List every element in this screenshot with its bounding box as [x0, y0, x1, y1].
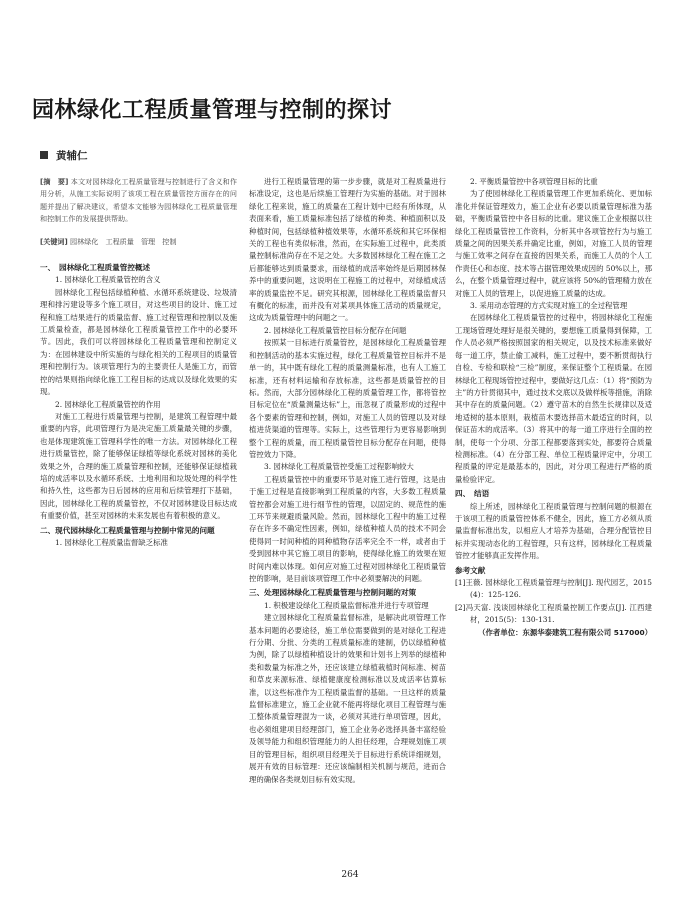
author-affiliation: （作者单位：东源华泰建筑工程有限公司 517000）: [478, 627, 652, 637]
subsection-heading: 3. 采用动态管理的方式实现对施工的全过程管理: [470, 301, 628, 311]
column-2: [249, 176, 446, 786]
paragraph: 按照某一目标进行质量管控，是园林绿化工程质量管理和控制活动的基本实施过程，绿化工程质量管控目标并不是单一的，其中既有绿化工程的质量测量标准，也有人工施工标准，还有材料运输和存放标准，这些都是质量管控的目标。然而，大部分园林绿化工程的质量管理工作，都将管控目标定位在“质量测量达标”上，而忽视了质量形成的过程中各个要素的管理和控制，例如，对施工人员的管理以及对绿植进货渠道的管理等。实际上，这些管理行为更容易影响到整个工程的质量，而工程质量管控目标分配存在问题，使得管控效力下降。: [249, 338, 446, 459]
section-heading: 四、 结语: [455, 489, 490, 499]
paragraph: 对施工工程进行质量管理与控制，是建筑工程管理中最重要的内容，此项管理行为是决定施工质量最关键的步骤，也是体现建筑施工管理科学性的唯一方法。对园林绿化工程进行质量管控，除了能够保证绿植等绿化系统对园林的美化效果之外，合理的施工质量管理和控制，还能够保证绿植栽培的成活率以及水循环系统、土地利用和垃圾处理的科学性和持久性，这些都为日后园林的应用和后续管理打下基础，因此，园林绿化工程的质量管控，不仅对园林建设目标达成有重要价值，甚至对园林的未来发展也有着积极的意义。: [40, 411, 237, 521]
author-name: 黄辅仁: [56, 150, 88, 162]
paragraph: 综上所述，园林绿化工程质量管理与控制问题的根源在于该项工程的质量管控体系不健全，因此，施工方必须从质量监督标准出发，以相应人才培养为基础，合理分配管控目标并实现动态化的工程管理，只有这样，园林绿化工程质量管控才能够真正发挥作用。: [455, 501, 652, 561]
paragraph: 在园林绿化工程质量管控的过程中，将园林绿化工程施工现场管理处理好是很关键的，要想施工质量得到保障，工作人员必须严格按照国家的相关规定，以及技术标准来做好每一道工序，禁止偷工减料，施工过程中，要不断贯彻执行自检、专检和联检“三检”制度，来保证整个工程质量。在园林绿化工程现场管控过程中，要做好这几点：（1）将“预防为主”的方针贯彻其中，通过技术交底以及做样板等措施，消除其中存在的质量问题。（2）遵守苗木的自然生长规律以及适地适树的基本原则，栽植苗木要选择苗木最适宜的时间，以保证苗木的成活率。（3）将其中的每一道工序进行全面的控制，使每一个分项、分部工程都要落到实处，都要符合质量检测标准。（4）在分部工程、单位工程质量评定中，分项工程质量的评定是最基本的，因此，对分项工程进行严格的质量检验评定。: [455, 313, 652, 484]
subsection-heading: 2. 园林绿化工程质量管控的作用: [55, 399, 161, 409]
abstract-tag: [摘 要]: [40, 177, 69, 186]
keywords-text: 园林绿化 工程质量 管理 控制: [70, 236, 177, 246]
reference-item: [1]王薇. 园林绿化工程质量管理与控制[J]. 现代园艺，2015(4)：125-126.: [455, 578, 652, 600]
square-bullet-icon: [40, 151, 48, 159]
keywords: [40, 236, 237, 248]
paragraph: 进行工程质量管理的第一步步骤，就是对工程质量进行标准设定，这也是后续施工管理行为实施的基础。对于园林绿化工程来说，施工的质量在工程计划中已经有所体现，从表面来看，施工质量标准包括了绿植的种类、种植面积以及种植时间，包括绿植种植效果等，水循环系统和其它环保相关的工程也有类似标准，然而，在实际施工过程中，此类质量控制标准尚存在不足之处。大多数园林绿化工程在施工之后都能够达到质量要求，而绿植的成活率始终是后期园林保养中的重要问题，这说明在工程施工的过程中，对绿植成活率的质量监控不足。研究其根源，园林绿化工程质量监督只有概化的标准，而并没有对某项具体施工活动的质量规定，这成为质量管理中的问题之一。: [249, 177, 446, 323]
section-heading: 一、 园林绿化工程质量管控概述: [40, 263, 151, 273]
section-heading: 三、处理园林绿化工程质量管理与控制问题的对策: [249, 588, 417, 598]
abstract-text: 本文对园林绿化工程质量管理与控制进行了含义和作用分析，从施工实际说明了该项工程在质量管控方面存在的问题并提出了解决建议，希望本文能够为园林绿化工程质量管理和控制工作的发展提供帮助。: [40, 177, 238, 224]
page-number: 264: [341, 870, 359, 880]
subsection-heading: 1. 园林绿化工程质量管控的含义: [55, 275, 161, 285]
article-title: 园林绿化工程质量管理与控制的探讨: [32, 98, 393, 123]
subsection-heading: 2. 园林绿化工程质量管控目标分配存在问题: [264, 325, 407, 335]
paragraph: 园林绿化工程包括绿植种植、水循环系统建设、垃圾清理和排污建设等多个施工项目，对这些项目的设计、施工过程和施工结果进行的质量监督、施工过程管理和控制以及施工质量检查，都是园林绿化工程质量管控工作中的必要环节。因此，我们可以将园林绿化工程质量管理和控制定义为：在园林建设中所实施的与绿化相关的工程项目的质量管理和控制行为。该项管理行为的主要责任人是施工方，而管控的结果则指向绿化施工工程目标的达成以及绿化效果的实现。: [40, 287, 237, 397]
column-1: [40, 176, 237, 549]
references-heading: 参考文献: [455, 565, 486, 575]
subsection-heading: 2. 平衡质量管控中各项管理目标的比重: [470, 177, 598, 186]
author-line: [40, 148, 88, 163]
subsection-heading: 1. 积极建设绿化工程质量监督标准并进行专项管理: [264, 600, 429, 610]
subsection-heading: 3. 园林绿化工程质量管控受施工过程影响较大: [264, 462, 414, 472]
section-heading: 二、现代园林绿化工程质量管理与控制中常见的问题: [40, 525, 215, 535]
abstract: [40, 176, 237, 226]
subsection-heading: 1. 园林绿化工程质量监督缺乏标准: [55, 537, 168, 547]
keywords-tag: [关键词]: [40, 236, 68, 246]
column-3: [455, 176, 652, 639]
paragraph: 工程质量管控中的重要环节是对施工进行管理，这是由于施工过程是直接影响到工程质量的内容，大多数工程质量管控都会对施工进行细节性的管理，以固定的、规范性的施工环节来规避质量风险。然而，园林绿化工程中的施工过程存在许多不确定性因素，例如，绿植种植人员的技术不同会使得同一时间种植的同种植物存活率完全不一样，或者由于受到园林中其它施工项目的影响，使得绿化施工的效果在短时间内难以体现。如何应对施工过程对园林绿化工程质量管控的影响，是目前该项管理工作中必须要解决的问题。: [249, 474, 446, 583]
paragraph: 为了使园林绿化工程质量管理工作更加系统化、更加标准化并保证管理效力，施工企业有必要以质量管理标准为基础，平衡质量管控中各目标的比重。建议施工企业根据以往绿化工程质量管控工作资料，分析其中各项管控行为与施工质量之间的因果关系并确定比重，例如，对施工人员的管理与施工效率之间存在直接的因果关系，而施工人员的个人工作责任心和态度、技术等占据管理效果成因的 50%以上，那么，在整个质量管理过程中，就应该将 50%的管理精力放在对施工人员的管理上，以促进施工质量的达成。: [455, 189, 652, 298]
paragraph: 建立园林绿化工程质量监督标准，是解决此项管理工作基本问题的必要途径，施工单位需要做到的是对绿化工程进行分期、分批、分类的工程质量标准的建制，仍以绿植种植为例，除了以绿植种植设计的效果和计划书上列举的绿植种类和数量为标准之外，还应该建立绿植栽植时间标准、树苗和草皮来源标准、绿植健康度检测标准以及成活率估算标准，以这些标准作为工程质量监督的基础。一旦这样的质量监督标准建立，施工企业就不能再将绿化项目工程管理与施工整体质量管理混为一谈，必须对其进行单项管理，因此，也必须组建项目经理部门，施工企业务必选择具备丰富经验及领导能力和组织管理能力的人担任经理，合理规划施工项目的管理目标，组织项目经理关于目标进行系统详细规划，展开有效的目标管理：还应该编制相关机制与规范，进而合理的确保各类规划目标有效实现。: [249, 613, 446, 784]
reference-item: [2]冯天富. 浅谈园林绿化工程质量控制工作要点[J]. 江西建材，2015(5)：130-131.: [455, 602, 652, 625]
